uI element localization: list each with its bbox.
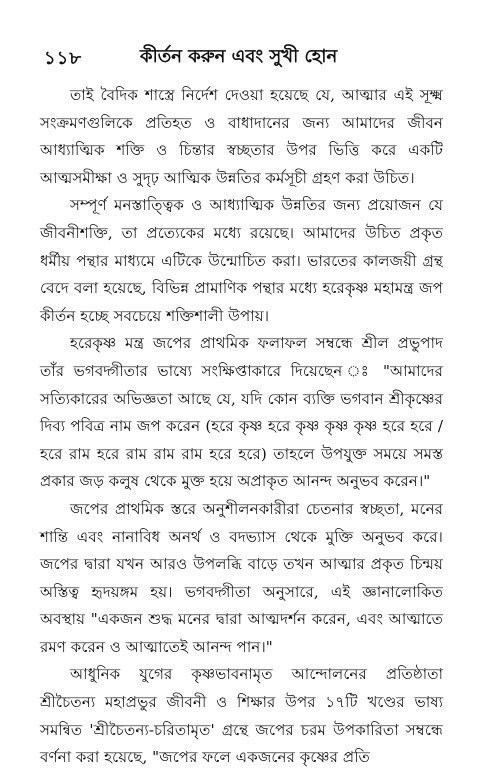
paragraph-1: তাই বৈদিক শাস্ত্রে নির্দেশ দেওয়া হয়েছে যে, আত্মার এই সূক্ষ্ম সংক্রমণগুলিকে প্রতিহত ও বাধাদানের জন্য আমাদের জীবন আধ্যাত্মিক শক্তি ও চিন্তার স্বচ্ছতার উপর ভিত্তি করে একটি আত্মসমীক্ষা ও সুদৃঢ় আত্মিক উন্নতির কর্মসূচী গ্রহণ করা উচিত। [40,86,443,187]
paragraph-3: হরেকৃষ্ণ মন্ত্র জপের প্রাথমিক ফলাফল সম্বন্ধে শ্রীল প্রভুপাদ তাঁর ভগবদ্গীতার ভাষ্যে সংক্ষিপ্তাকারে দিয়েছেন ঃ "আমাদের সত্যিকারের অভিজ্ঞতা আছে যে, যদি কোন ব্যক্তি ভগবান শ্রীকৃষ্ণের দিব্য পবিত্র নাম জপ করেন (হরে কৃষ্ণ হরে কৃষ্ণ কৃষ্ণ কৃষ্ণ হরে হরে / হরে রাম হরে রাম রাম রাম হরে হরে) তাহলে উপযুক্ত সময়ে সমস্ত প্রকার জড় কলুষ থেকে মুক্ত হয়ে অপ্রাকৃত আনন্দ অনুভব করেন।" [40,334,443,491]
paragraph-4: জপের প্রাথমিক স্তরে অনুশীলনকারীরা চেতনার স্বচ্ছতা, মনের শান্তি এবং নানাবিধ অনর্থ ও বদভ্যাস থেকে মুক্তি অনুভব করে। জপের দ্বারা যখন আরও উপলব্ধি বাড়ে তখন আত্মার প্রকৃত চিন্ময় অস্তিত্ব হৃদয়ঙ্গম হয়। ভগবদ্গীতা অনুসারে, এই জ্ঞানালোকিত অবস্থায় "একজন শুদ্ধ মনের দ্বারা আত্মদর্শন করেন, এবং আত্মাতে রমণ করেন ও আত্মাতেই আনন্দ পান।" [40,499,443,656]
paragraph-5: আধুনিক যুগের কৃষ্ণভাবনামৃত আন্দোলনের প্রতিষ্ঠাতা শ্রীচৈতন্য মহাপ্রভুর জীবনী ও শিক্ষার উপর ১৭টি খণ্ডের ভাষ্য সমন্বিত 'শ্রীচৈতন্য-চরিতামৃত' গ্রন্থে জপের চরম উপকারিতা সম্বন্ধে বর্ণনা করা হয়েছে, "জপের ফলে একজনের কৃষ্ণের প্রতি [40,665,443,767]
body-text [40,82,443,772]
page-number: ১১৮ [44,48,83,69]
paragraph-2: সম্পূর্ণ মনস্তাত্ত্বিক ও আধ্যাত্মিক উন্নতির জন্য প্রয়োজন যে জীবনীশক্তি, তা প্রত্যেকের মধ্যে রয়েছে। আমাদের উচিত প্রকৃত ধর্মীয় পন্থার মাধ্যমে এটিকে উন্মোচিত করা। ভারতের কালজয়ী গ্রন্থ বেদে বলা হয়েছে, বিভিন্ন প্রামাণিক পন্থার মধ্যে হরেকৃষ্ণ মহামন্ত্র জপ কীর্তন হচ্ছে সবচেয়ে শক্তিশালী উপায়। [40,196,443,325]
running-title: কীর্তন করুন এবং সুখী হোন [140,46,338,67]
page-header [40,40,443,74]
